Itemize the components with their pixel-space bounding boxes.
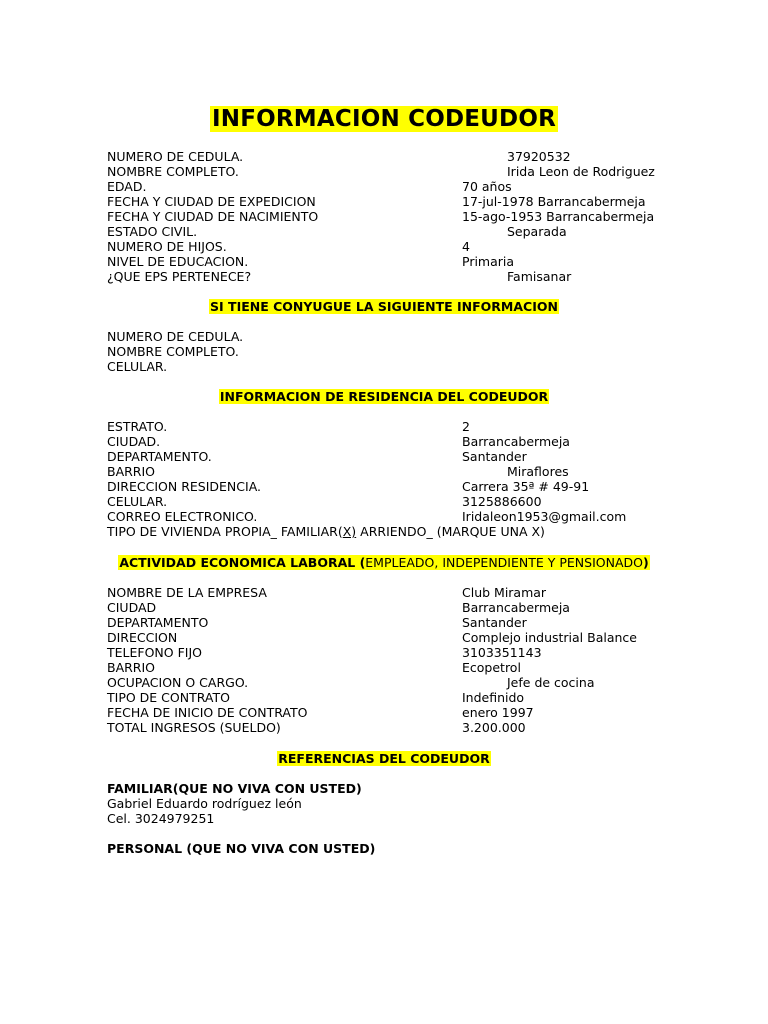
info-row: TIPO DE CONTRATO Indefinido xyxy=(107,690,525,705)
info-row: TELEFONO FIJO 3103351143 xyxy=(107,645,542,660)
info-row: FECHA Y CIUDAD DE EXPEDICION 17-jul-1978 Barrancabermeja xyxy=(107,194,646,209)
info-row: DEPARTAMENTO Santander xyxy=(107,615,527,630)
info-row: ESTRATO. 2 xyxy=(107,419,470,434)
info-row: FECHA DE INICIO DE CONTRATO enero 1997 xyxy=(107,705,534,720)
personal-info-section xyxy=(107,149,707,284)
info-row: OCUPACION O CARGO. Jefe de cocina xyxy=(107,675,595,690)
family-reference-phone: Cel. 3024979251 xyxy=(107,811,215,826)
info-row: NOMBRE DE LA EMPRESA Club Miramar xyxy=(107,585,547,600)
info-row: DIRECCION RESIDENCIA. Carrera 35ª # 49-91 xyxy=(107,479,590,494)
info-row: ESTADO CIVIL. Separada xyxy=(107,224,567,239)
info-row: EDAD. 70 años xyxy=(107,179,512,194)
housing-type-row: TIPO DE VIVIENDA PROPIA_ FAMILIAR(X) ARRIENDO_ (MARQUE UNA X) xyxy=(107,524,545,539)
references-heading: REFERENCIAS DEL CODEUDOR xyxy=(278,751,490,766)
info-row: NIVEL DE EDUCACION. Primaria xyxy=(107,254,515,269)
work-heading: ACTIVIDAD ECONOMICA LABORAL (EMPLEADO, INDEPENDIENTE Y PENSIONADO) xyxy=(119,555,649,570)
info-row: NUMERO DE HIJOS. 4 xyxy=(107,239,470,254)
personal-reference-heading: PERSONAL (QUE NO VIVA CON USTED) xyxy=(107,841,376,856)
info-row: NOMBRE COMPLETO. Irida Leon de Rodriguez xyxy=(107,164,655,179)
info-row: CELULAR. xyxy=(107,359,168,374)
housing-mark: X) xyxy=(342,524,357,539)
family-reference-name: Gabriel Eduardo rodríguez león xyxy=(107,796,302,811)
document-title: INFORMACION CODEUDOR xyxy=(212,106,556,132)
info-row: DIRECCION Complejo industrial Balance xyxy=(107,630,637,645)
info-row: BARRIO Ecopetrol xyxy=(107,660,521,675)
info-row: FECHA Y CIUDAD DE NACIMIENTO 15-ago-1953 Barrancabermeja xyxy=(107,209,655,224)
residence-section xyxy=(107,419,707,539)
spouse-section xyxy=(107,329,707,374)
info-row: ¿QUE EPS PERTENECE? Famisanar xyxy=(107,269,572,284)
info-row: NUMERO DE CEDULA. xyxy=(107,329,244,344)
info-row: BARRIO Miraflores xyxy=(107,464,569,479)
family-reference-heading: FAMILIAR(QUE NO VIVA CON USTED) xyxy=(107,781,362,796)
info-row: CELULAR. 3125886600 xyxy=(107,494,542,509)
info-row: DEPARTAMENTO. Santander xyxy=(107,449,527,464)
info-row: NUMERO DE CEDULA. 37920532 xyxy=(107,149,571,164)
info-row: CIUDAD Barrancabermeja xyxy=(107,600,570,615)
work-section xyxy=(107,585,707,735)
info-row: CIUDAD. Barrancabermeja xyxy=(107,434,570,449)
info-row: CORREO ELECTRONICO. Iridaleon1953@gmail.com xyxy=(107,509,627,524)
residence-heading: INFORMACION DE RESIDENCIA DEL CODEUDOR xyxy=(219,389,549,404)
spouse-heading: SI TIENE CONYUGUE LA SIGUIENTE INFORMACION xyxy=(210,299,558,314)
info-row: NOMBRE COMPLETO. xyxy=(107,344,239,359)
info-row: TOTAL INGRESOS (SUELDO) 3.200.000 xyxy=(107,720,526,735)
